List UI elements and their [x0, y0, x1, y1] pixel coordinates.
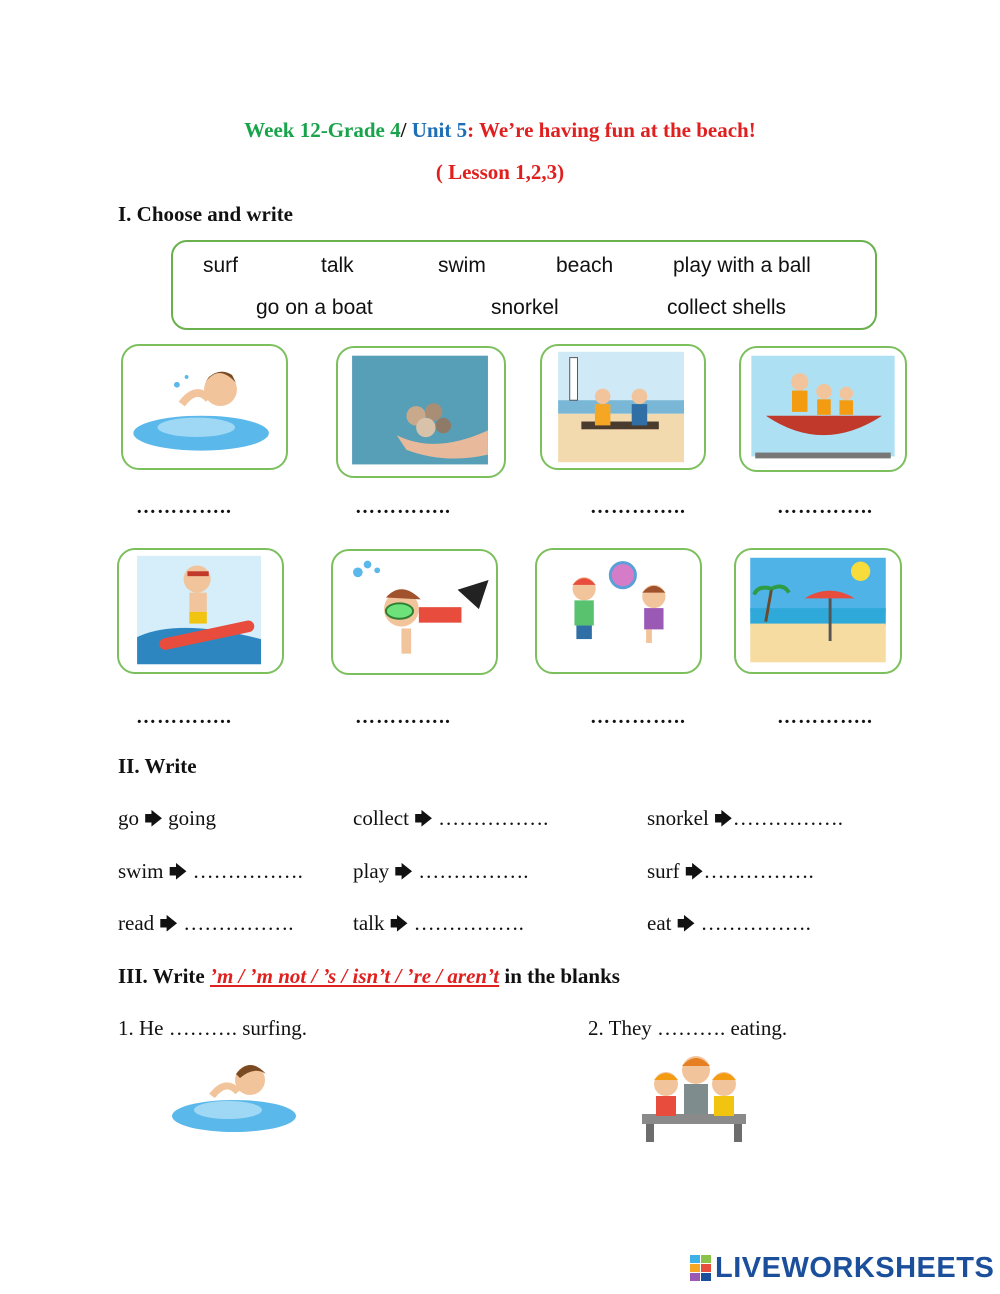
ex-talk [353, 911, 524, 942]
verb-swim: swim [118, 859, 164, 883]
answer-going: going [168, 806, 216, 830]
word-go-on-a-boat: go on a boat [256, 296, 373, 319]
ex-play [353, 859, 529, 890]
contraction-options: ’m / ’m not / ’s / isn’t / ’re / aren’t [209, 964, 500, 988]
word-play-with-a-ball: play with a ball [673, 254, 811, 277]
verb-eat: eat [647, 911, 672, 935]
blank-1[interactable]: ………….. [136, 496, 232, 518]
picture-beach [734, 548, 902, 674]
liveworksheets-logo [690, 1252, 994, 1286]
ex-read [118, 911, 294, 942]
blank-2[interactable]: ………….. [355, 496, 451, 518]
blank-collect[interactable]: ……………. [438, 806, 549, 830]
unit-label: Unit 5 [411, 118, 468, 142]
blank-7[interactable]: ………….. [590, 706, 686, 728]
talking-icon [542, 346, 704, 468]
logo-text: LIVEWORKSHEETS [715, 1252, 995, 1284]
section1-heading: I. Choose and write [118, 202, 294, 226]
question-2[interactable]: 2. They ………. eating. [588, 1016, 788, 1040]
beach-icon [736, 550, 900, 672]
title-slash: / [400, 118, 407, 142]
ex-eat [647, 911, 811, 942]
section2-heading: II. Write [118, 754, 197, 778]
eating-family-icon [638, 1050, 750, 1144]
picture-surfing [117, 548, 284, 674]
blank-3[interactable]: ………….. [590, 496, 686, 518]
surfer-icon [119, 550, 282, 672]
section3-heading [118, 964, 620, 989]
blank-4[interactable]: ………….. [777, 496, 873, 518]
ex-go [118, 806, 216, 837]
verb-talk: talk [353, 911, 385, 935]
word-talk: talk [321, 254, 354, 277]
section3-heading-prefix: III. Write [118, 964, 210, 988]
snorkel-icon [333, 551, 496, 673]
blank-swim[interactable]: ……………. [192, 859, 303, 883]
blank-talk[interactable]: ……………. [413, 911, 524, 935]
word-collect-shells: collect shells [667, 296, 787, 319]
picture-talking [540, 344, 706, 470]
question-1[interactable]: 1. He ………. surfing. [118, 1016, 307, 1040]
swimmer-icon [168, 1052, 302, 1140]
picture-collect-shells [336, 346, 506, 478]
swimmer-icon [123, 346, 286, 468]
arrow-icon: 🡆 [159, 914, 178, 935]
verb-surf: surf [647, 859, 680, 883]
blank-8[interactable]: ………….. [777, 706, 873, 728]
picture-snorkelling [331, 549, 498, 675]
arrow-icon: 🡆 [389, 914, 409, 935]
ex-collect [353, 806, 548, 837]
picture-swimming [121, 344, 288, 470]
lesson-label: ( Lesson 1,2,3) [435, 160, 565, 184]
arrow-icon: 🡆 [676, 914, 696, 935]
shells-icon [338, 348, 504, 476]
ex-swim [118, 859, 303, 890]
ball-play-icon [537, 550, 700, 672]
boat-icon [741, 348, 905, 470]
word-surf: surf [203, 254, 239, 277]
ex-snorkel [647, 806, 843, 837]
liveworksheets-logo-icon [690, 1255, 712, 1281]
arrow-icon: 🡆 [168, 862, 188, 883]
blank-read[interactable]: ……………. [183, 911, 294, 935]
blank-snorkel[interactable]: ……………. [732, 806, 843, 830]
section3-heading-suffix: in the blanks [499, 964, 620, 988]
blank-surf[interactable]: ……………. [703, 859, 814, 883]
verb-collect: collect [353, 806, 409, 830]
arrow-icon: 🡆 [714, 809, 733, 830]
arrow-icon: 🡆 [394, 862, 414, 883]
week-label: Week 12-Grade 4 [244, 118, 401, 142]
arrow-icon: 🡆 [684, 862, 704, 883]
verb-read: read [118, 911, 155, 935]
word-swim: swim [438, 254, 486, 277]
verb-snorkel: snorkel [647, 806, 709, 830]
verb-play: play [353, 859, 390, 883]
blank-6[interactable]: ………….. [355, 706, 451, 728]
verb-go: go [118, 806, 139, 830]
word-beach: beach [556, 254, 614, 277]
picture-boat [739, 346, 907, 472]
blank-5[interactable]: ………….. [136, 706, 232, 728]
word-snorkel: snorkel [491, 296, 559, 319]
blank-play[interactable]: ……………. [418, 859, 529, 883]
worksheet-title [0, 118, 1000, 143]
picture-ball [535, 548, 702, 674]
ex-surf [647, 859, 814, 890]
arrow-icon: 🡆 [414, 809, 433, 830]
unit-title: : We’re having fun at the beach! [467, 118, 756, 142]
word-bank [171, 240, 877, 330]
arrow-icon: 🡆 [144, 809, 163, 830]
blank-eat[interactable]: ……………. [700, 911, 811, 935]
